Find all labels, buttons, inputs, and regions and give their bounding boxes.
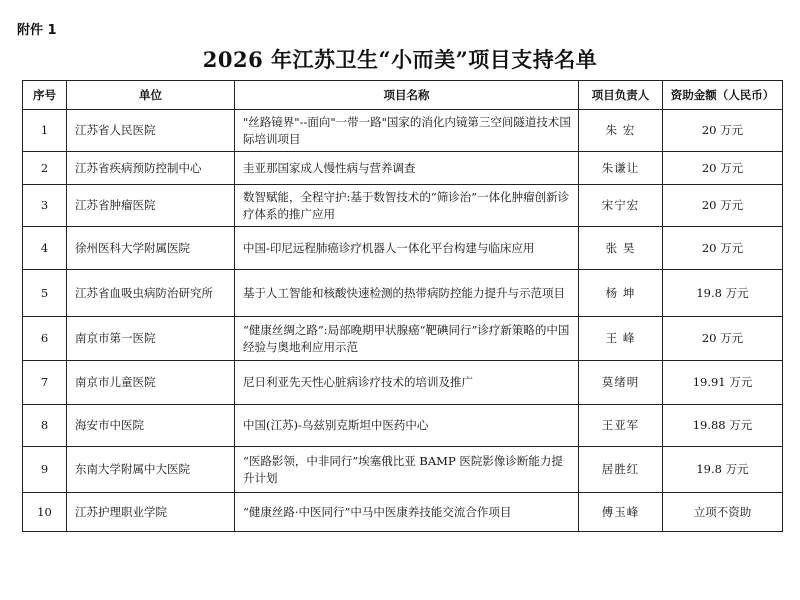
row-project: "丝路镜界"--面向"一带一路"国家的消化内镜第三空间隧道技术国际培训项目 [235, 110, 579, 152]
row-project: “医路影领，中非同行”埃塞俄比亚 BAMP 医院影像诊断能力提升计划 [235, 447, 579, 493]
row-number: 2 [23, 152, 67, 185]
header-amount: 资助金额（人民币） [663, 81, 783, 110]
row-amount: 19.8 万元 [663, 447, 783, 493]
row-project: 基于人工智能和核酸快速检测的热带病防控能力提升与示范项目 [235, 270, 579, 317]
row-number: 3 [23, 185, 67, 227]
row-amount: 19.88 万元 [663, 405, 783, 447]
row-number: 9 [23, 447, 67, 493]
row-project: “健康丝路·中医同行”中马中医康养技能交流合作项目 [235, 493, 579, 532]
row-number: 6 [23, 317, 67, 361]
table-row [23, 185, 783, 227]
table-row [23, 270, 783, 317]
row-unit: 海安市中医院 [67, 405, 235, 447]
row-unit: 江苏省血吸虫病防治研究所 [67, 270, 235, 317]
row-leader: 张 昊 [579, 227, 663, 270]
row-number: 10 [23, 493, 67, 532]
attachment-label: 附件 1 [17, 23, 57, 38]
row-amount: 19.8 万元 [663, 270, 783, 317]
row-project: 中国(江苏)-乌兹别克斯坦中医药中心 [235, 405, 579, 447]
row-number: 7 [23, 361, 67, 405]
row-number: 8 [23, 405, 67, 447]
row-amount: 20 万元 [663, 110, 783, 152]
row-unit: 徐州医科大学附属医院 [67, 227, 235, 270]
row-number: 1 [23, 110, 67, 152]
row-amount: 20 万元 [663, 185, 783, 227]
row-unit: 南京市儿童医院 [67, 361, 235, 405]
table-row [23, 405, 783, 447]
row-unit: 江苏省疾病预防控制中心 [67, 152, 235, 185]
table-row [23, 110, 783, 152]
header-unit: 单位 [67, 81, 235, 110]
row-project: 中国-印尼远程肺癌诊疗机器人一体化平台构建与临床应用 [235, 227, 579, 270]
table-header-row [23, 81, 783, 110]
row-leader: 朱 宏 [579, 110, 663, 152]
row-leader: 王亚军 [579, 405, 663, 447]
row-leader: 傅玉峰 [579, 493, 663, 532]
row-project: “健康丝绸之路”:局部晚期甲状腺癌“靶碘同行”诊疗新策略的中国经验与奥地利应用示范 [235, 317, 579, 361]
row-project: 圭亚那国家成人慢性病与营养调查 [235, 152, 579, 185]
row-unit: 东南大学附属中大医院 [67, 447, 235, 493]
table-row [23, 493, 783, 532]
header-project: 项目名称 [235, 81, 579, 110]
row-leader: 居胜红 [579, 447, 663, 493]
row-number: 5 [23, 270, 67, 317]
table-row [23, 317, 783, 361]
row-unit: 南京市第一医院 [67, 317, 235, 361]
row-leader: 宋宁宏 [579, 185, 663, 227]
row-unit: 江苏护理职业学院 [67, 493, 235, 532]
row-unit: 江苏省人民医院 [67, 110, 235, 152]
row-amount: 19.91 万元 [663, 361, 783, 405]
row-leader: 朱谦让 [579, 152, 663, 185]
header-no: 序号 [23, 81, 67, 110]
table-row [23, 361, 783, 405]
table-row [23, 152, 783, 185]
row-amount: 20 万元 [663, 227, 783, 270]
row-amount: 20 万元 [663, 152, 783, 185]
row-number: 4 [23, 227, 67, 270]
row-amount: 20 万元 [663, 317, 783, 361]
table-row [23, 227, 783, 270]
row-project: 尼日利亚先天性心脏病诊疗技术的培训及推广 [235, 361, 579, 405]
table-row [23, 447, 783, 493]
row-leader: 杨 坤 [579, 270, 663, 317]
row-amount: 立项不资助 [663, 493, 783, 532]
row-project: 数智赋能，全程守护:基于数智技术的“筛诊治”一体化肿瘤创新诊疗体系的推广应用 [235, 185, 579, 227]
page-title: 2026 年江苏卫生“小而美”项目支持名单 [202, 47, 598, 72]
support-list-table [22, 80, 783, 532]
row-leader: 王 峰 [579, 317, 663, 361]
row-unit: 江苏省肿瘤医院 [67, 185, 235, 227]
row-leader: 莫绪明 [579, 361, 663, 405]
header-leader: 项目负责人 [579, 81, 663, 110]
